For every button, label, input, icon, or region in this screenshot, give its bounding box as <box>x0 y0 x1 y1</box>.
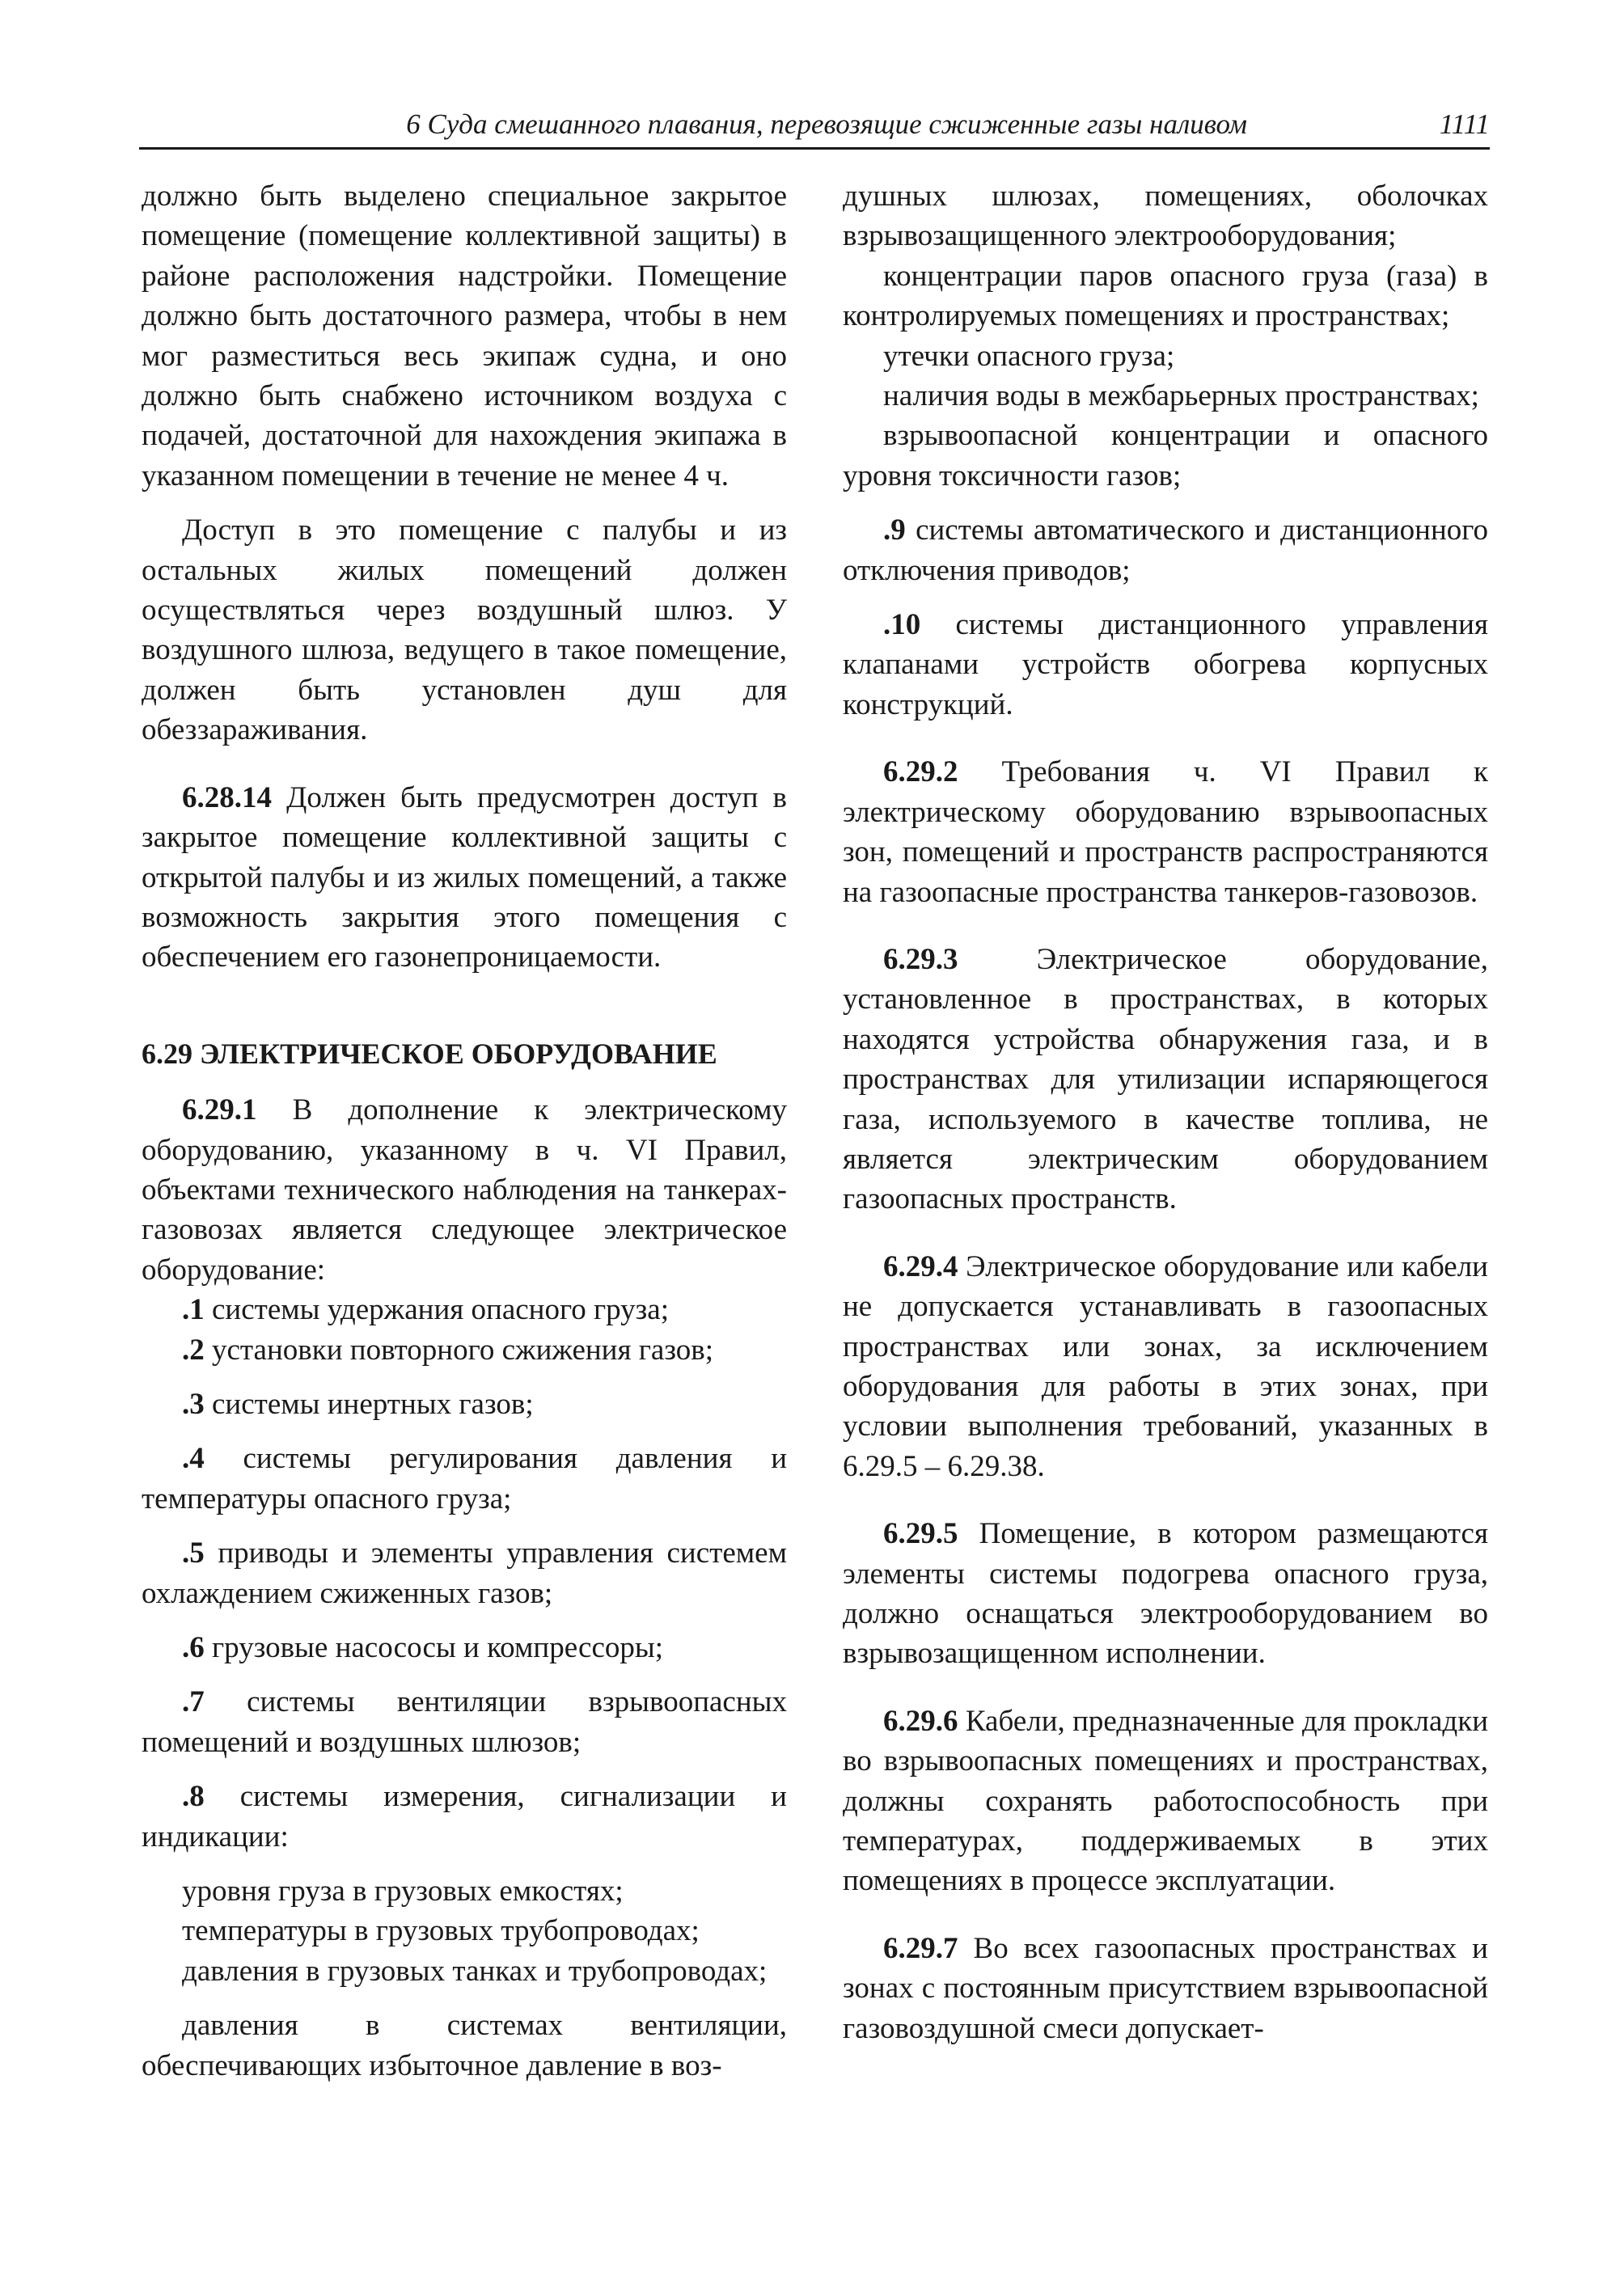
sub-item: концентрации паров опасного груза (газа) в контролируемых помещениях и пространствах; <box>843 259 1488 333</box>
item-text: приводы и элементы управления системем охлаждением сжиженных газов; <box>142 1536 787 1610</box>
item-text: системы регулирования давления и температуры опасного груза; <box>142 1442 787 1515</box>
paragraph-6-29-6 <box>843 1701 1488 1901</box>
item-text: установки повторного сжижения газов; <box>204 1333 714 1367</box>
header-title: 6 Суда смешанного плавания, перевозящие сжиженные газы наливом <box>406 108 1247 140</box>
item-text: системы вентиляции взрывоопасных помещений и воздушных шлюзов; <box>142 1685 787 1759</box>
list-item <box>142 1439 787 1519</box>
item-number: .1 <box>182 1293 205 1327</box>
sub-item: давления в грузовых танках и трубопроводах; <box>182 1954 768 1988</box>
paragraph-6-28-14 <box>142 778 787 978</box>
paragraph: Доступ в это помещение с палубы и из остальных жилых помещений должен осуществляться через воздушный шлюз. У воздушного шлюза, ведущего в такое помещение, должен быть установлен душ для обеззараживания. <box>142 514 787 747</box>
clause-number: 6.28.14 <box>182 780 272 814</box>
item-number: .6 <box>182 1631 205 1664</box>
item-number: .8 <box>182 1780 205 1814</box>
item-number: .4 <box>182 1442 205 1476</box>
clause-number: 6.29.7 <box>883 1931 958 1965</box>
clause-text: Во всех газоопасных пространствах и зонах с постоянным присутствием взрывоопасной газовоздушной смеси допускает- <box>843 1931 1488 2045</box>
running-header <box>139 105 1490 150</box>
item-number: .3 <box>182 1387 205 1421</box>
sub-item: давления в системах вентиляции, обеспечивающих избыточное давление в воз- <box>142 2009 787 2082</box>
paragraph: душных шлюзах, помещениях, оболочках взрывозащищенного электрооборудования; <box>843 180 1488 253</box>
clause-text: В дополнение к электрическому оборудованию, указанному в ч. VI Правил, объектами технического наблюдения на танкерах-газовозах является следующее электрическое оборудование: <box>142 1093 787 1287</box>
clause-number: 6.29.4 <box>883 1249 958 1283</box>
clause-text: Электрическое оборудование, установленное в пространствах, в которых находятся устройства обнаружения газа, и в пространствах для утилизации испаряющегося газа, используемого в качестве топлива, не является электрическим оборудованием газоопасных пространств. <box>843 942 1488 1216</box>
list-item <box>142 1384 787 1424</box>
left-column <box>142 176 787 2086</box>
clause-text: Должен быть предусмотрен доступ в закрытое помещение коллективной защиты с открытой палубы и из жилых помещений, а также возможность закрытия этого помещения с обеспечением его газонепроницаемости. <box>142 780 787 974</box>
clause-number: 6.29.2 <box>883 755 958 789</box>
sub-item: наличия воды в межбарьерных пространствах; <box>883 379 1479 413</box>
list-item <box>142 1777 787 1857</box>
item-text: системы дистанционного управления клапанами устройств обогрева корпусных конструкций. <box>843 608 1488 721</box>
clause-number: 6.29.6 <box>883 1704 958 1738</box>
item-number: .7 <box>182 1685 205 1719</box>
paragraph-6-29-4 <box>843 1247 1488 1486</box>
paragraph: должно быть выделено специальное закрытое помещение (помещение коллективной защиты) в районе расположения надстройки. Помещение должно быть достаточного размера, чтобы в нем мог разместиться весь экипаж судна, и оно должно быть снабжено источником воздуха с подачей, достаточной для нахождения экипажа в указанном помещении в течение не менее 4 ч. <box>142 180 787 492</box>
list-item <box>142 1330 787 1370</box>
section-heading: 6.29 ЭЛЕКТРИЧЕСКОЕ ОБОРУДОВАНИЕ <box>142 1037 717 1070</box>
list-item <box>142 1533 787 1613</box>
sub-item: взрывоопасной концентрации и опасного уровня токсичности газов; <box>843 419 1488 492</box>
paragraph-6-29-2 <box>843 752 1488 912</box>
right-column <box>843 176 1488 2048</box>
item-text: грузовые насососы и компрессоры; <box>204 1631 664 1664</box>
list-item <box>142 1628 787 1668</box>
item-text: системы автоматического и дистанционного отключения приводов; <box>843 514 1488 587</box>
item-text: системы инертных газов; <box>204 1387 534 1421</box>
list-item <box>843 605 1488 725</box>
clause-number: 6.29.1 <box>182 1093 257 1127</box>
page-number: 1111 <box>1439 108 1490 140</box>
clause-text: Требования ч. VI Правил к электрическому оборудованию взрывоопасных зон, помещений и пространств распространяются на газоопасные пространства танкеров-газовозов. <box>843 755 1488 909</box>
clause-number: 6.29.3 <box>883 942 958 976</box>
paragraph-6-29-7 <box>843 1929 1488 2048</box>
clause-text: Электрическое оборудование или кабели не допускается устанавливать в газоопасных пространствах или зонах, за исключением оборудования для работы в этих зонах, при условии выполнения требований, указанных в 6.29.5 – 6.29.38. <box>843 1249 1488 1483</box>
item-number: .10 <box>883 608 921 642</box>
clause-text: Помещение, в котором размещаются элементы системы подогрева опасного груза, должно оснащаться электрооборудованием во взрывозащищенном исполнении. <box>843 1517 1488 1671</box>
list-item <box>142 1682 787 1762</box>
sub-item: уровня груза в грузовых емкостях; <box>182 1875 624 1908</box>
sub-item: утечки опасного груза; <box>883 339 1175 373</box>
sub-item: температуры в грузовых трубопроводах; <box>182 1914 700 1948</box>
paragraph-6-29-5 <box>843 1514 1488 1674</box>
list-item <box>843 510 1488 590</box>
item-number: .2 <box>182 1333 205 1367</box>
item-number: .5 <box>182 1536 205 1570</box>
clause-number: 6.29.5 <box>883 1517 958 1551</box>
paragraph-6-29-1 <box>142 1090 787 1290</box>
clause-text: Кабели, предназначенные для прокладки во взрывоопасных помещениях и пространствах, должны сохранять работоспособность при температурах, поддерживаемых в этих помещениях в процессе эксплуатации. <box>843 1704 1488 1898</box>
paragraph-6-29-3 <box>843 940 1488 1219</box>
list-item <box>142 1290 787 1329</box>
item-text: системы измерения, сигнализации и индикации: <box>142 1780 787 1854</box>
item-number: .9 <box>883 514 906 547</box>
item-text: системы удержания опасного груза; <box>204 1293 669 1327</box>
